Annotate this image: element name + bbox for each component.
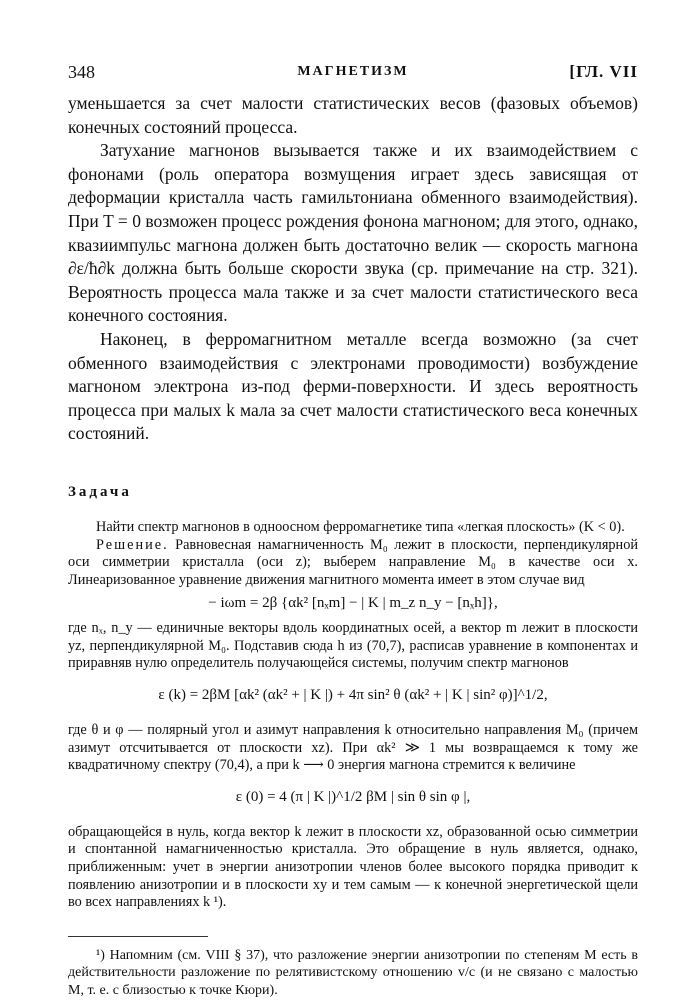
magnon-spectrum-formula: ε (k) = 2βM [αk² (αk² + | K |) + 4π sin² θ (αk² + | K | sin² φ)]^1/2, (158, 687, 548, 704)
energy-gap-formula: ε (0) = 4 (π | K |)^1/2 βM | sin θ sin φ |, (235, 788, 471, 805)
solution-label: Решение. (96, 536, 169, 553)
book-page (68, 40, 638, 1000)
footnote: ¹) Напомним (см. VIII § 37), что разложение энергии анизотропии по степеням M есть в действительности разложение по релятивистскому отношению v/c (и не связано с малостью M, т. е. с близостью к точке Кюри). (68, 947, 638, 998)
solution-continuation: где nₓ, n_y — единичные векторы вдоль координатных осей, а вектор m лежит в плоскости yz, перпендикулярной M₀. Подставив сюда h из (70,7), расписав уравнение в компонентах и приравняв нулю определитель получающейся системы, получим спектр магнонов (68, 620, 638, 672)
solution-text: Равновесная намагниченность M₀ лежит в плоскости, перпендикулярной оси симметрии кристалла (оси z); выберем направление M₀ в качестве оси x. Линеаризованное уравнение движения магнитного момента имеет в этом случае вид (68, 536, 638, 588)
page-number: 348 (68, 62, 95, 82)
paragraph-metal-excitation: Наконец, в ферромагнитном металле всегда возможно (за счет обменного взаимодействия с электронами проводимости) возбуждение магноном электрона из-под ферми-поверхности. И здесь вероятность процесса при малых k мала за счет малости статистического веса конечных состояний. (68, 328, 638, 444)
running-title: МАГНЕТИЗМ (297, 64, 409, 79)
solution-conclusion: обращающейся в нуль, когда вектор k лежит в плоскости xz, образованной осью симметрии и спонтанной намагниченностью кристалла. Это обращение в нуль является, однако, приближенным: учет в энергии анизотропии членов более высокого порядка приводит к появлению анизотропии и в плоскости xy и тем самым — к конечной энергетической щели во всех направлениях k ¹). (68, 823, 638, 911)
running-header (68, 40, 638, 80)
paragraph-continuation: уменьшается за счет малости статистических весов (фазовых объемов) конечных состояний процесса. (68, 93, 638, 137)
problem-heading: Задача (68, 483, 132, 500)
solution-paragraph (68, 537, 638, 590)
paragraph-phonon-damping: Затухание магнонов вызывается также и их взаимодействием с фононами (роль оператора возмущения играет здесь зависящая от деформации кристалла часть гамильтониана обменного взаимодействия). При T = 0 возможен процесс рождения фонона магноном; для этого, однако, квазиимпульс магнона должен быть достаточно велик — скорость магнона ∂ε/ħ∂k должна быть больше скорости звука (ср. примечание на стр. 321). Вероятность процесса мала также и за счет малости статистического веса конечного состояния. (68, 140, 638, 326)
problem-statement: Найти спектр магнонов в одноосном ферромагнетике типа «легкая плоскость» (K < 0). (96, 518, 625, 535)
chapter-label: [ГЛ. VII (569, 62, 638, 81)
spectrum-explanation: где θ и φ — полярный угол и азимут направления k относительно направления M₀ (причем азимут отсчитывается от плоскости xz). При αk² ≫ 1 мы возвращаемся к тому же квадратичному спектру (70,4), а при k ⟶ 0 энергия магнона стремится к величине (68, 722, 638, 774)
footnote-rule (68, 936, 208, 937)
equation-of-motion: − iωm = 2β {αk² [nₓm] − | K | m_z n_y − [nₓh]}, (208, 595, 498, 612)
